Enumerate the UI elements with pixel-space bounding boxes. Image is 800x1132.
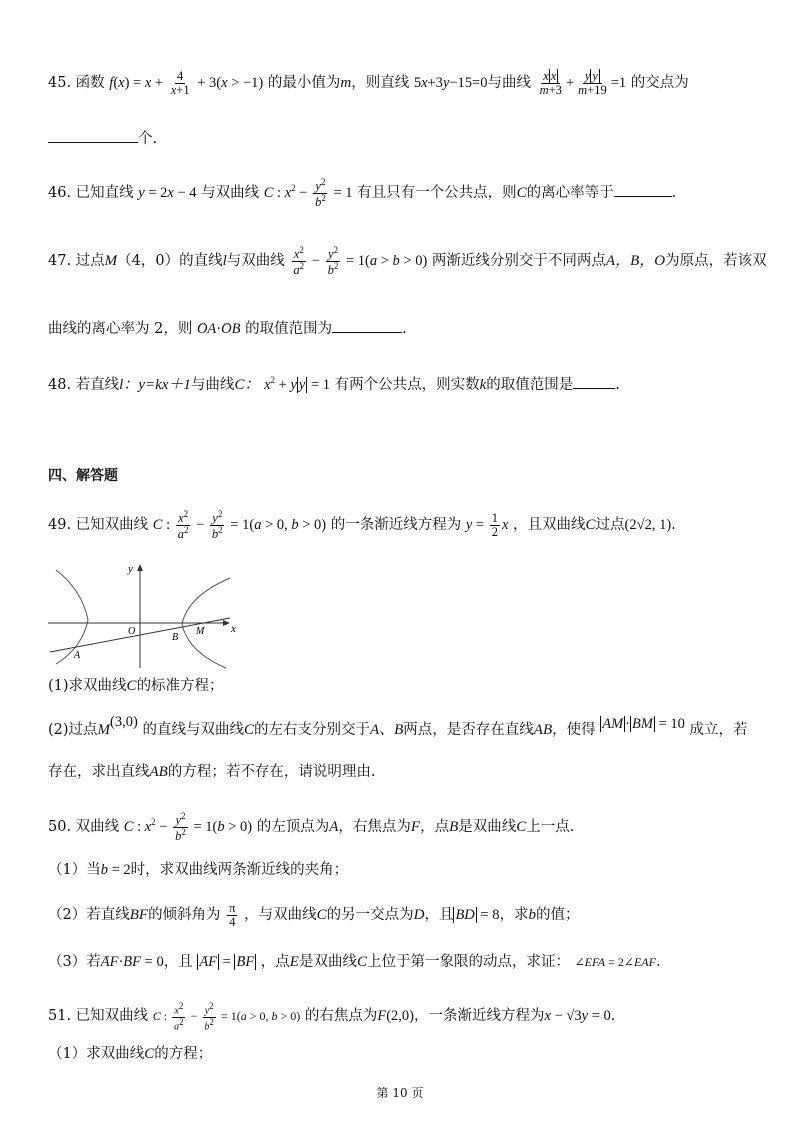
q49-point-m-formula: (3,0) (110, 714, 138, 730)
q50-text: 上一点. (526, 819, 575, 836)
q50-angle-formula: $\frac{\pi}{4}$ (229, 901, 236, 930)
q50-var: BF (129, 906, 149, 923)
q49-point-formula: (2√2, 1) (624, 517, 672, 534)
question-number: 48. (48, 376, 72, 393)
q51-text: （1）求双曲线 (48, 1046, 145, 1062)
q50-var: C (516, 819, 527, 836)
q50-var: E (289, 954, 299, 970)
q46-hyperbola-formula: C : $x^2$ − $\frac{y^2}{b^2}$ = 1 (263, 177, 353, 210)
q51-text: ，一条渐近线方程为 (414, 1008, 545, 1025)
q45-var: m (340, 74, 352, 91)
q49-line1 (48, 510, 676, 542)
q47-text: 与双曲线 (226, 253, 285, 270)
q50-text: 上位于第一象限的动点，求证： (366, 954, 570, 970)
q46-text: . (671, 185, 677, 202)
q47-dot-product-formula: → OA·→ OB (197, 321, 241, 337)
q45-function-formula: f(x) = x + $\frac{4}{x+1}$ + 3(x > −1) (109, 69, 264, 98)
y-axis-arrow-icon (137, 564, 143, 571)
q49-text: 已知双曲线 (75, 517, 149, 534)
q47-var: l (222, 253, 227, 270)
q50-text: ，点 (260, 954, 290, 970)
q50-line1 (48, 812, 574, 844)
q47-text: 两渐近线分别交于不同两点 (431, 253, 606, 270)
point-b-label: B (172, 632, 179, 643)
hyperbola-figure (48, 560, 258, 672)
q51-text: . (610, 1008, 616, 1025)
q47-text: 曲线的离心率为 2，则 (48, 321, 193, 337)
q51-sub1 (48, 1044, 212, 1064)
q50-var: C (356, 954, 367, 970)
q46-line-formula: y = 2x − 4 (138, 185, 197, 202)
q45-text: 的最小值为 (267, 74, 341, 91)
x-axis-arrow-icon (223, 620, 230, 626)
q50-sub2 (48, 902, 579, 929)
q47-hyperbola-formula: $\frac{x^2}{a^2}$ − $\frac{y^2}{b^2}$ = 1(a > b > 0) (293, 245, 428, 278)
answer-blank[interactable] (614, 182, 672, 197)
q50-text: 的倾斜角为 (148, 906, 221, 923)
q50-text: ，且 (163, 954, 193, 970)
question-number: 46. (48, 185, 72, 202)
q45-curve-formula: $\frac{\text{x x}}{m+3}$ + $\frac{\text{y y}}{m+19}$ =1 (539, 69, 627, 98)
q47-text: 的取值范围为 (245, 321, 333, 337)
q49-var: C (243, 722, 254, 738)
q50-dot-formula: → AF·→ BF = 0 (101, 954, 164, 970)
q50-text: . (655, 954, 661, 970)
q49-text: 的标准方程； (136, 678, 224, 694)
q48-var: l：y=kx＋1 (119, 376, 191, 393)
q46-var: C (516, 185, 527, 202)
q50-sub1 (48, 860, 348, 880)
q50-text: ，点 (420, 819, 450, 836)
q49-text: 的一条渐近线方程为 (330, 517, 462, 534)
q50-sub3 (48, 952, 661, 972)
q49-condition-formula: AM · BM = 10 (602, 716, 685, 732)
q48-text: 若直线 (75, 376, 120, 393)
q49-text: 存在，求出直线 (48, 764, 150, 780)
q50-text: （3）若 (48, 954, 101, 970)
q50-b-formula: b = 2 (100, 862, 131, 878)
question-number: 50. (48, 819, 72, 836)
q50-hyperbola-formula: C : $x^2$ − $\frac{y^2}{b^2}$ = 1(b > 0) (123, 811, 253, 844)
q50-var: F (410, 819, 421, 836)
q47-text: 为原点，若该双 (665, 253, 767, 270)
q49-asymptote-formula: y = $\frac{1}{2}$ x (465, 511, 509, 540)
q49-var: A、B (369, 722, 404, 738)
y-axis-label: y (128, 563, 133, 575)
q49-text: 两点，是否存在直线 (403, 722, 534, 738)
q47-text: （4，0）的直线 (117, 253, 223, 270)
q48-var: C： (234, 376, 260, 393)
q49-var: C (585, 517, 596, 534)
q50-var: C (316, 906, 327, 923)
q49-part2 (48, 714, 748, 740)
q47-line2 (48, 318, 407, 339)
q51-hyperbola-formula: C : $\frac{x^2}{a^2}$ − $\frac{y^2}{b^2}$ = 1(a > 0, b > 0) (152, 1001, 301, 1033)
q50-abs-formula: → AF = → BF (197, 954, 256, 970)
q49-hyperbola-formula: C : $\frac{x^2}{a^2}$ − $\frac{y^2}{b^2}$ = 1(a > 0, b > 0) (152, 509, 327, 542)
q49-text: 的方程；若不存在，请说明理由. (167, 764, 376, 780)
q47-line1 (48, 246, 767, 278)
q50-text: 时，求双曲线两条渐近线的夹角； (130, 862, 349, 878)
q50-text: 的值； (535, 906, 580, 923)
q46-text: 已知直线 (75, 185, 134, 202)
q50-var: A (329, 819, 339, 836)
q50-var: B (449, 819, 459, 836)
q51-focus-formula: F(2,0) (377, 1008, 414, 1025)
page-footer: 第 10 页 (376, 1086, 424, 1100)
section-heading: 四、解答题 (48, 468, 118, 484)
point-m-label: M (196, 626, 205, 637)
q51-line1 (48, 1002, 615, 1033)
x-axis-label: x (231, 623, 236, 635)
q51-text: 的右焦点为 (304, 1008, 378, 1025)
q50-angle-proof-formula: ∠EFA = 2∠EAF (574, 955, 656, 969)
q50-var: D (413, 906, 425, 923)
q51-asymptote-formula: x − √3y = 0 (544, 1008, 611, 1025)
q49-var: AB (149, 764, 168, 780)
q50-var: b (528, 906, 536, 923)
q49-text: 的左右支分别交于 (253, 722, 370, 738)
q49-text: ，使得 (552, 722, 596, 738)
question-number: 45. (48, 74, 72, 91)
q48-line (48, 370, 620, 395)
q50-text: ，且 (424, 906, 454, 923)
q49-part2-cont (48, 762, 375, 782)
question-number: 49. (48, 517, 72, 534)
q47-var: M (104, 253, 118, 270)
q49-text: 过点 (595, 517, 625, 534)
q48-text: 与曲线 (190, 376, 235, 393)
q48-text: . (615, 376, 620, 393)
q50-text: 的左顶点为 (256, 819, 330, 836)
q49-text: (2)过点 (48, 722, 98, 738)
q45-text: 函数 (75, 74, 105, 91)
q49-text: . (671, 517, 676, 534)
q46-text: 与双曲线 (201, 185, 260, 202)
q46-text: 有且只有一个公共点，则 (357, 185, 517, 202)
q50-text: ，右焦点为 (338, 819, 411, 836)
q47-text: 过点 (75, 253, 105, 270)
q45-text: 与曲线 (487, 74, 531, 91)
q48-text: 有两个公共点，则实数 (334, 376, 480, 393)
q45-text: ，则直线 (351, 74, 410, 91)
point-a-label: A (74, 650, 81, 661)
q49-var: AB (533, 722, 553, 738)
q50-text: 是双曲线 (458, 819, 517, 836)
q49-text: 成立，若 (689, 722, 748, 738)
q50-text: （2）若直线 (48, 906, 130, 923)
q47-var: A，B，O (605, 253, 666, 270)
q49-text: ，且双曲线 (513, 517, 586, 534)
q51-text: 的方程； (154, 1046, 213, 1062)
q45-line2 (48, 128, 157, 149)
q45-text: 个. (138, 131, 158, 147)
q46-line (48, 178, 676, 210)
origin-label: O (128, 626, 136, 637)
q45-line-formula: 5x+3y−15=0 (413, 74, 488, 91)
answer-blank[interactable] (573, 374, 615, 389)
q49-var: C (126, 678, 137, 694)
q49-part1 (48, 676, 224, 696)
q51-text: 已知双曲线 (75, 1008, 149, 1025)
q50-text: ，求 (499, 906, 529, 923)
q49-text: (1)求双曲线 (48, 678, 127, 694)
q50-bd-formula: BD = 8 (455, 906, 500, 923)
q45-line1 (48, 70, 689, 97)
q49-var: M (97, 722, 111, 738)
q48-var: k (479, 376, 487, 393)
q47-text: . (402, 321, 407, 337)
q46-text: 的离心率等于 (526, 185, 614, 202)
question-number: 47. (48, 253, 72, 270)
q50-text: （1）当 (48, 862, 101, 878)
q50-text: 是双曲线 (298, 954, 357, 970)
answer-blank[interactable] (48, 128, 138, 143)
q48-text: 的取值范围是 (486, 376, 574, 393)
q48-curve-formula: $x^2 + y$ y = 1 (264, 375, 330, 393)
answer-blank[interactable] (332, 318, 402, 333)
q50-text: 双曲线 (75, 819, 120, 836)
q49-text: 的直线与双曲线 (142, 722, 244, 738)
q50-text: 的另一交点为 (326, 906, 414, 923)
q51-var: C (144, 1046, 155, 1062)
q45-text: 的交点为 (630, 74, 689, 91)
q50-text: ，与双曲线 (244, 906, 317, 923)
question-number: 51. (48, 1008, 72, 1025)
